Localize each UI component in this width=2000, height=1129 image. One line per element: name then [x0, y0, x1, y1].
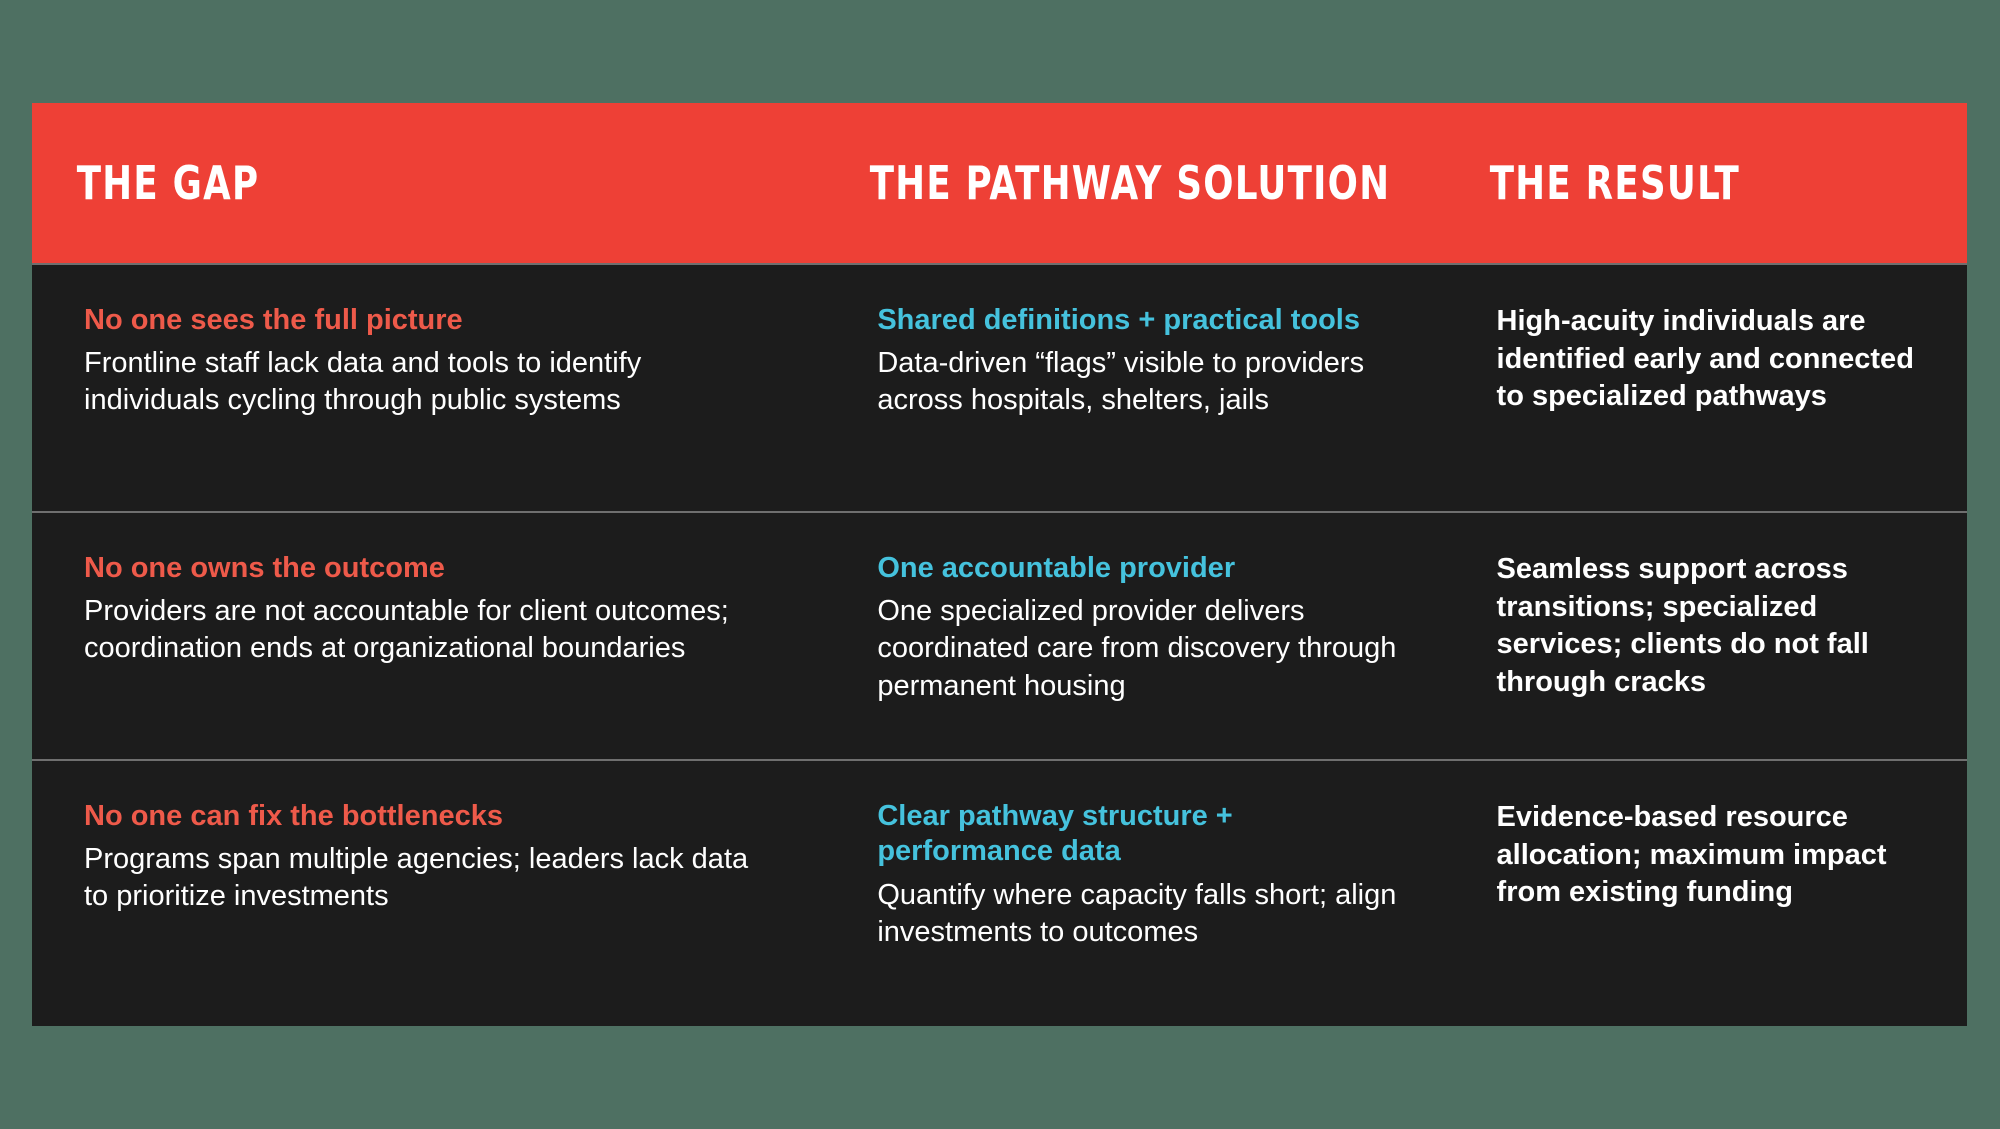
solution-title: Shared definitions + practical tools — [877, 304, 1360, 336]
gap-title: No one sees the full picture — [84, 304, 463, 336]
gap-cell — [32, 761, 825, 1007]
solution-title: Clear pathway structure + performance data — [877, 800, 1233, 868]
column-header-result: THE RESULT — [1489, 156, 1740, 210]
gap-body: Programs span multiple agencies; leaders lack data to prioritize investments — [84, 843, 749, 913]
gap-body: Providers are not accountable for client outcomes; coordination ends at organizational boundaries — [84, 595, 729, 665]
gap-body: Frontline staff lack data and tools to identify individuals cycling through public systems — [84, 347, 642, 417]
table-row — [32, 511, 1967, 759]
comparison-table — [32, 103, 1967, 1026]
gap-title: No one can fix the bottlenecks — [84, 800, 503, 832]
gap-cell — [32, 513, 825, 759]
result-cell — [1445, 761, 1967, 1007]
solution-body: One specialized provider delivers coordinated care from discovery through permanent housing — [877, 595, 1397, 702]
column-header-gap: THE GAP — [76, 156, 260, 210]
table-row — [32, 263, 1967, 511]
result-cell — [1445, 265, 1967, 511]
gap-cell — [32, 265, 825, 511]
result-body: Seamless support across transitions; specialized services; clients do not fall through cracks — [1496, 553, 1869, 699]
result-cell — [1445, 513, 1967, 759]
table-row — [32, 759, 1967, 1007]
result-body: Evidence-based resource allocation; maximum impact from existing funding — [1496, 801, 1887, 909]
table-header-row — [32, 103, 1967, 263]
solution-cell — [825, 513, 1444, 759]
solution-title: One accountable provider — [877, 552, 1236, 584]
gap-title: No one owns the outcome — [84, 552, 445, 584]
column-header-pathway-solution: THE PATHWAY SOLUTION — [870, 156, 1391, 210]
solution-cell — [825, 761, 1444, 1007]
solution-body: Data-driven “flags” visible to providers across hospitals, shelters, jails — [877, 347, 1365, 417]
result-body: High-acuity individuals are identified early and connected to specialized pathways — [1496, 305, 1914, 413]
solution-cell — [825, 265, 1444, 511]
solution-body: Quantify where capacity falls short; align investments to outcomes — [877, 878, 1397, 948]
